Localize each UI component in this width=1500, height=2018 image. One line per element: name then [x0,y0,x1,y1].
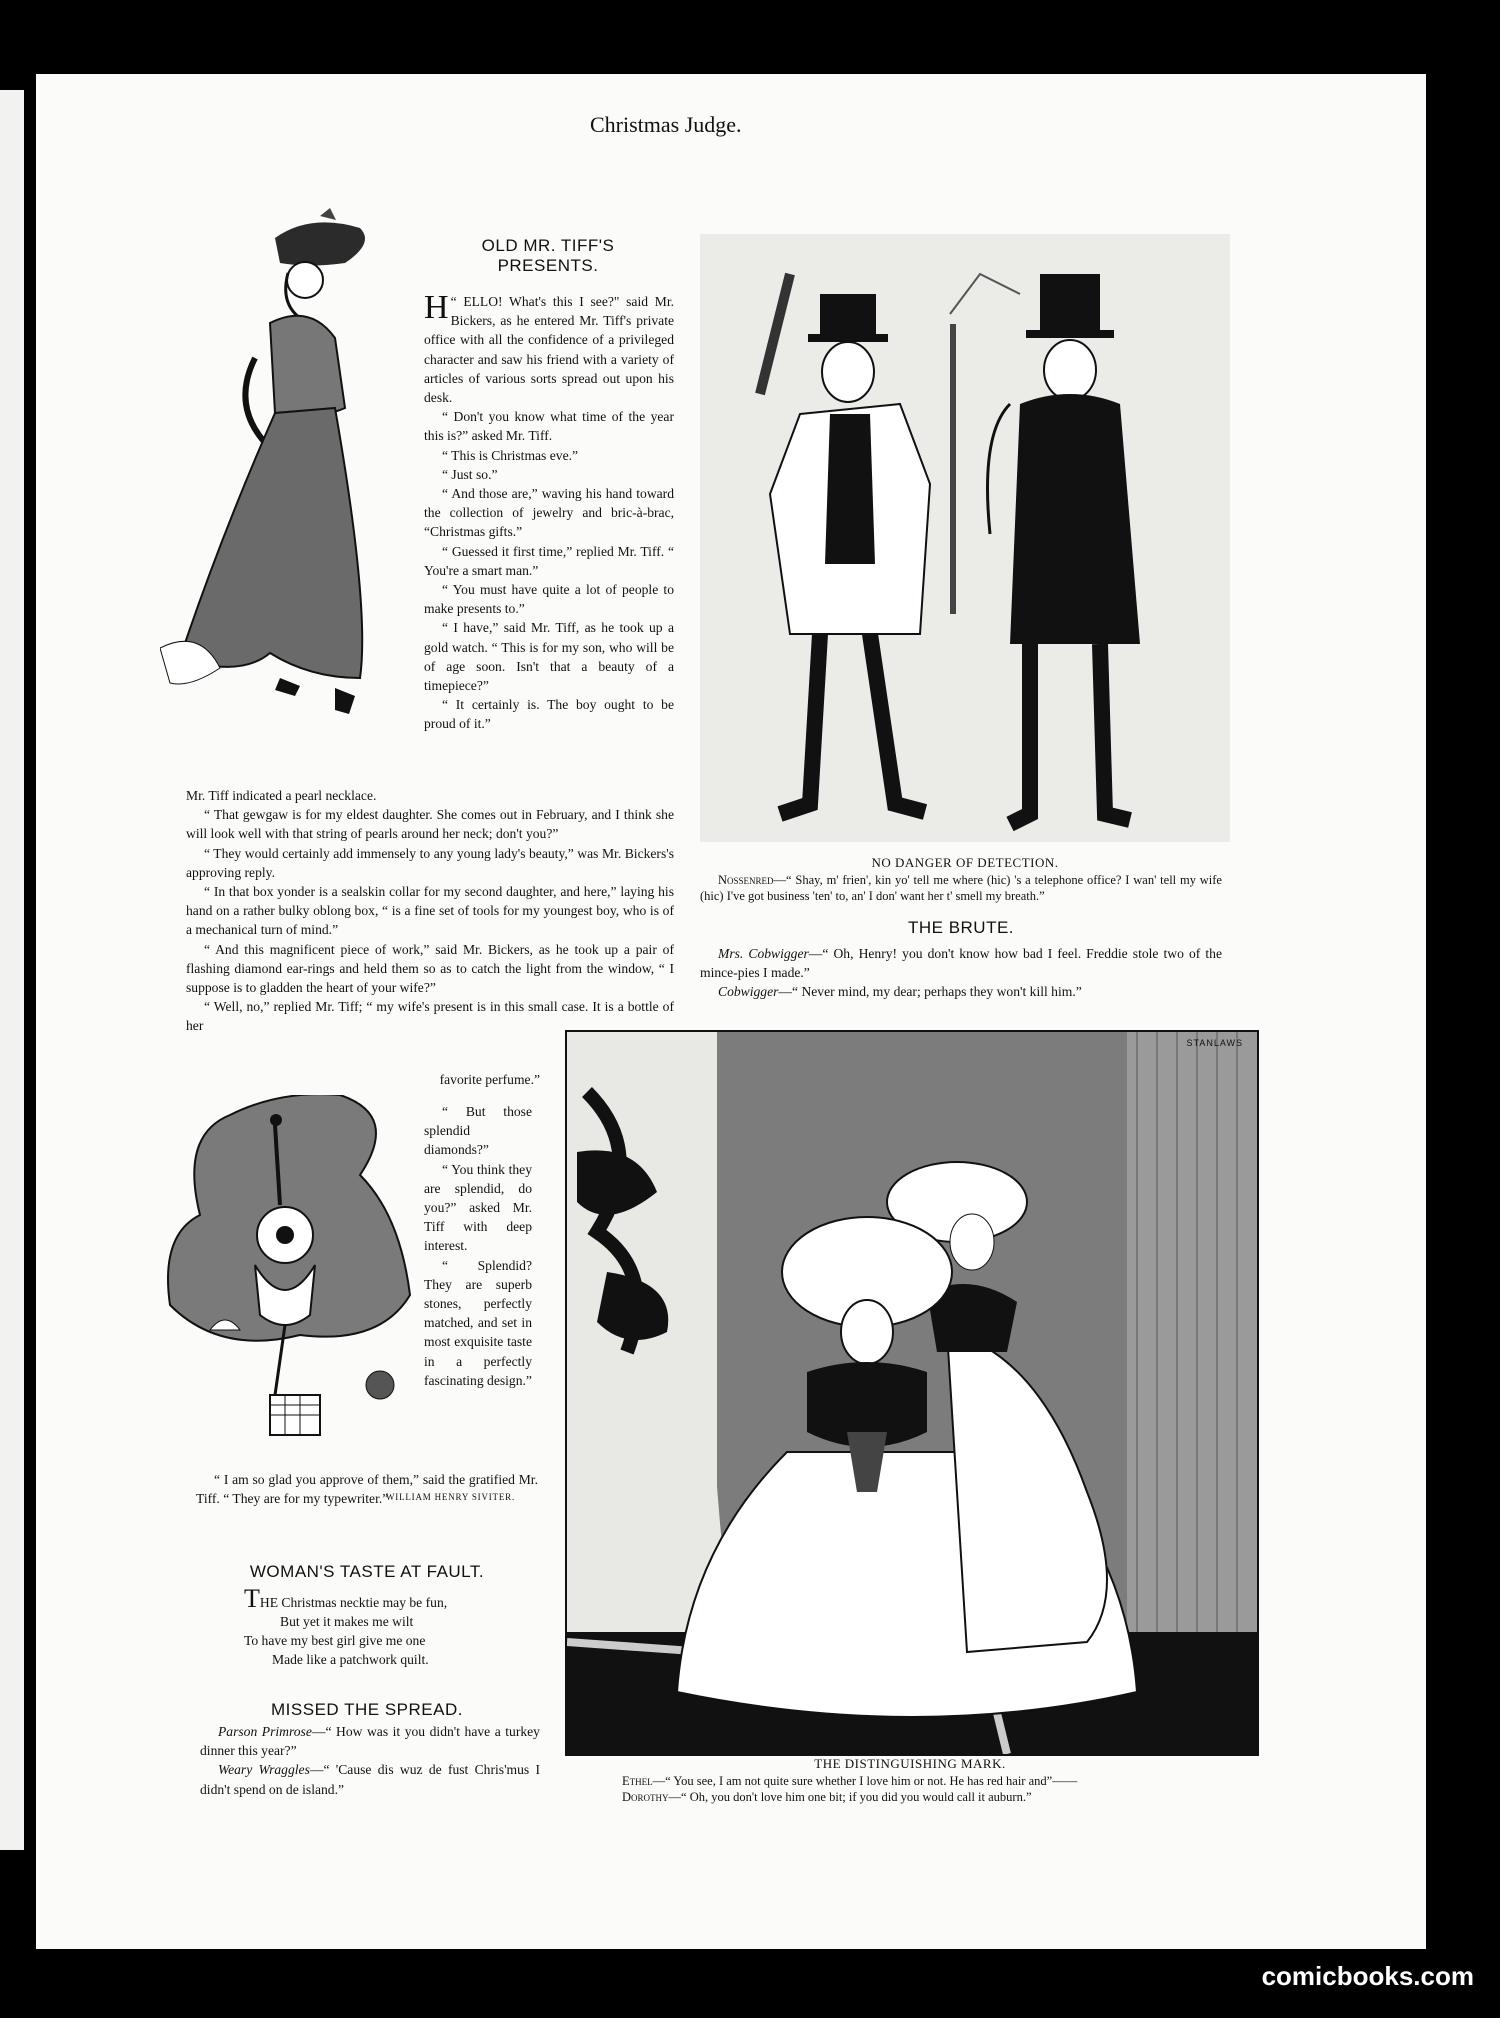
dialogue-line [622,1789,1262,1805]
story-paragraph: “ You must have quite a lot of people to make presents to.” [424,582,674,617]
story-paragraph: “ Don't you know what time of the year this is?” asked Mr. Tiff. [424,409,674,444]
poem-line: Made like a patchwork quilt. [272,1652,429,1667]
dialogue-text: —“ Never mind, my dear; perhaps they won't kill him.” [778,984,1082,1000]
dialogue-line [700,944,1222,982]
story-perfume-line [420,1070,540,1089]
missed-spread-text [200,1722,540,1799]
cartoon-two-ladies [565,1030,1259,1756]
poem-line: But yet it makes me wilt [280,1614,414,1629]
poem-line [244,1584,544,1613]
story-paragraph: “ This is Christmas eve.” [442,447,579,463]
story-title-line2: PRESENTS. [497,256,599,275]
story-paragraph: “ They would certainly add immensely to any young lady's beauty,” was Mr. Bickers's approving reply. [186,845,674,880]
story-column-upper [424,289,675,734]
speaker-name: Mrs. Cobwigger [718,946,809,961]
story-text: ELLO! What's this I see?" said Mr. Bickers, as he entered Mr. Tiff's private office with all the confidence of a privileged character and saw his friend with a variety of articles of various sorts spread out upon his desk. [424,294,675,406]
facing-page-edge [0,90,24,1850]
poem-line: To have my best girl give me one [244,1633,426,1648]
artist-signature: STANLAWS [1186,1038,1243,1048]
brute-title: THE BRUTE. [907,918,1015,937]
poem-drop-cap: T [244,1584,260,1613]
dialogue-line [622,1773,1262,1789]
dialogue-line [700,872,1222,904]
dialogue-line [200,1722,540,1760]
missed-spread-title: MISSED THE SPREAD. [271,1700,463,1719]
poem-title: WOMAN'S TASTE AT FAULT. [249,1562,485,1581]
dialogue-text: —“ You see, I am not quite sure whether I love him or not. He has red hair and”—— [652,1774,1078,1788]
dialogue-text: —“ Oh, Henry! you don't know how bad I feel. Freddie stole two of the mince-pies I made.” [700,946,1222,981]
story-title [432,236,664,276]
story-paragraph: “ In that box yonder is a sealskin collar for my second daughter, and here,” laying his hand on a rather bulky oblong box, “ is a fine set of tools for my youngest boy, who is of a mechanical turn of mind.” [186,884,674,938]
page-header: Christmas Judge. [590,112,742,137]
story-column-wide [186,786,674,1036]
story-paragraph [424,289,675,407]
story-paragraph: “ I have,” said Mr. Tiff, as he took up a gold watch. “ This is for my son, who will be of age soon. Isn't that a beauty of a timepiece?” [424,620,674,694]
story-paragraph: “ Guessed it first time,” replied Mr. Tiff. “ You're a smart man.” [424,543,674,578]
brute-text [700,944,1222,1002]
cartoon1-caption [700,872,1222,904]
story-paragraph: “ That gewgaw is for my eldest daughter. She comes out in February, and I think she will look well with that string of pearls around her neck; don't you?” [186,807,674,842]
story-column-narrow [424,1102,532,1390]
story-paragraph: “ And those are,” waving his hand toward the collection of jewelry and bric-à-brac, “Christmas gifts.” [424,486,674,540]
woman-illustration [160,208,415,768]
dialogue-text: —“ How was it you didn't have a turkey dinner this year?” [200,1724,540,1759]
poem-line-text: HE Christmas necktie may be fun, [259,1595,448,1610]
speaker-name: Parson Primrose [218,1724,312,1739]
speaker-name: Ethel [622,1774,653,1788]
cartoon1-title: NO DANGER OF DETECTION. [871,855,1059,870]
story-paragraph: “ You think they are splendid, do you?” asked Mr. Tiff with deep interest. [424,1161,532,1254]
drop-cap: H [424,289,449,326]
story-paragraph: favorite perfume.” [439,1072,540,1087]
dialogue-line [200,1760,540,1798]
story-author: WILLIAM HENRY SIVITER. [386,1492,516,1502]
story-paragraph: “ It certainly is. The boy ought to be proud of it.” [424,697,674,732]
cartoon2-caption [622,1773,1262,1805]
story-paragraph: “ And this magnificent piece of work,” said Mr. Bickers, as he took up a pair of flashing diamond ear-rings and held them so as to catch the light from the window, “ I suppose is to gladden the heart of your wife?” [186,941,674,996]
story-paragraph: “ I am so glad you approve of them,” said the gratified Mr. Tiff. “ They are for my typewriter.” [196,1472,538,1507]
gnome-illustration [160,1095,415,1460]
speaker-name: Dorothy [622,1790,669,1804]
story-ending [196,1470,538,1508]
story-paragraph: “ Just so.” [442,466,498,482]
story-paragraph: “ Splendid? They are superb stones, perfectly matched, and set in most exquisite taste in a perfectly fascinating design.” [424,1257,532,1388]
dialogue-text: —“ Oh, you don't love him one bit; if you did you would call it auburn.” [668,1790,1032,1804]
site-watermark: comicbooks.com [1261,1961,1474,1991]
dialogue-text: —“ Shay, m' frien', kin yo' tell me where (hic) 's a telephone office? I wan' tell my wife (hic) I've got business 'ten' to, an' I don' want her t' smell my breath.” [700,873,1222,903]
story-paragraph: Mr. Tiff indicated a pearl necklace. [186,788,377,803]
speaker-name: Cobwigger [718,984,779,1000]
cartoon2-title: THE DISTINGUISHING MARK. [814,1756,1006,1771]
story-title-line1: OLD MR. TIFF'S [481,236,615,255]
cartoon-two-men [700,234,1230,842]
dialogue-line [700,982,1222,1001]
speaker-name: Nossenred [718,873,774,887]
story-paragraph: “ But those splendid diamonds?” [424,1104,532,1158]
speaker-name: Weary Wraggles [218,1762,310,1778]
open-quote: “ [450,294,464,309]
story-paragraph: “ Well, no,” replied Mr. Tiff; “ my wife's present is in this small case. It is a bottle of her [186,999,674,1034]
dialogue-text: —“ 'Cause dis wuz de fust Chris'mus I didn't spend on de island.” [200,1762,540,1797]
poem [244,1584,544,1669]
